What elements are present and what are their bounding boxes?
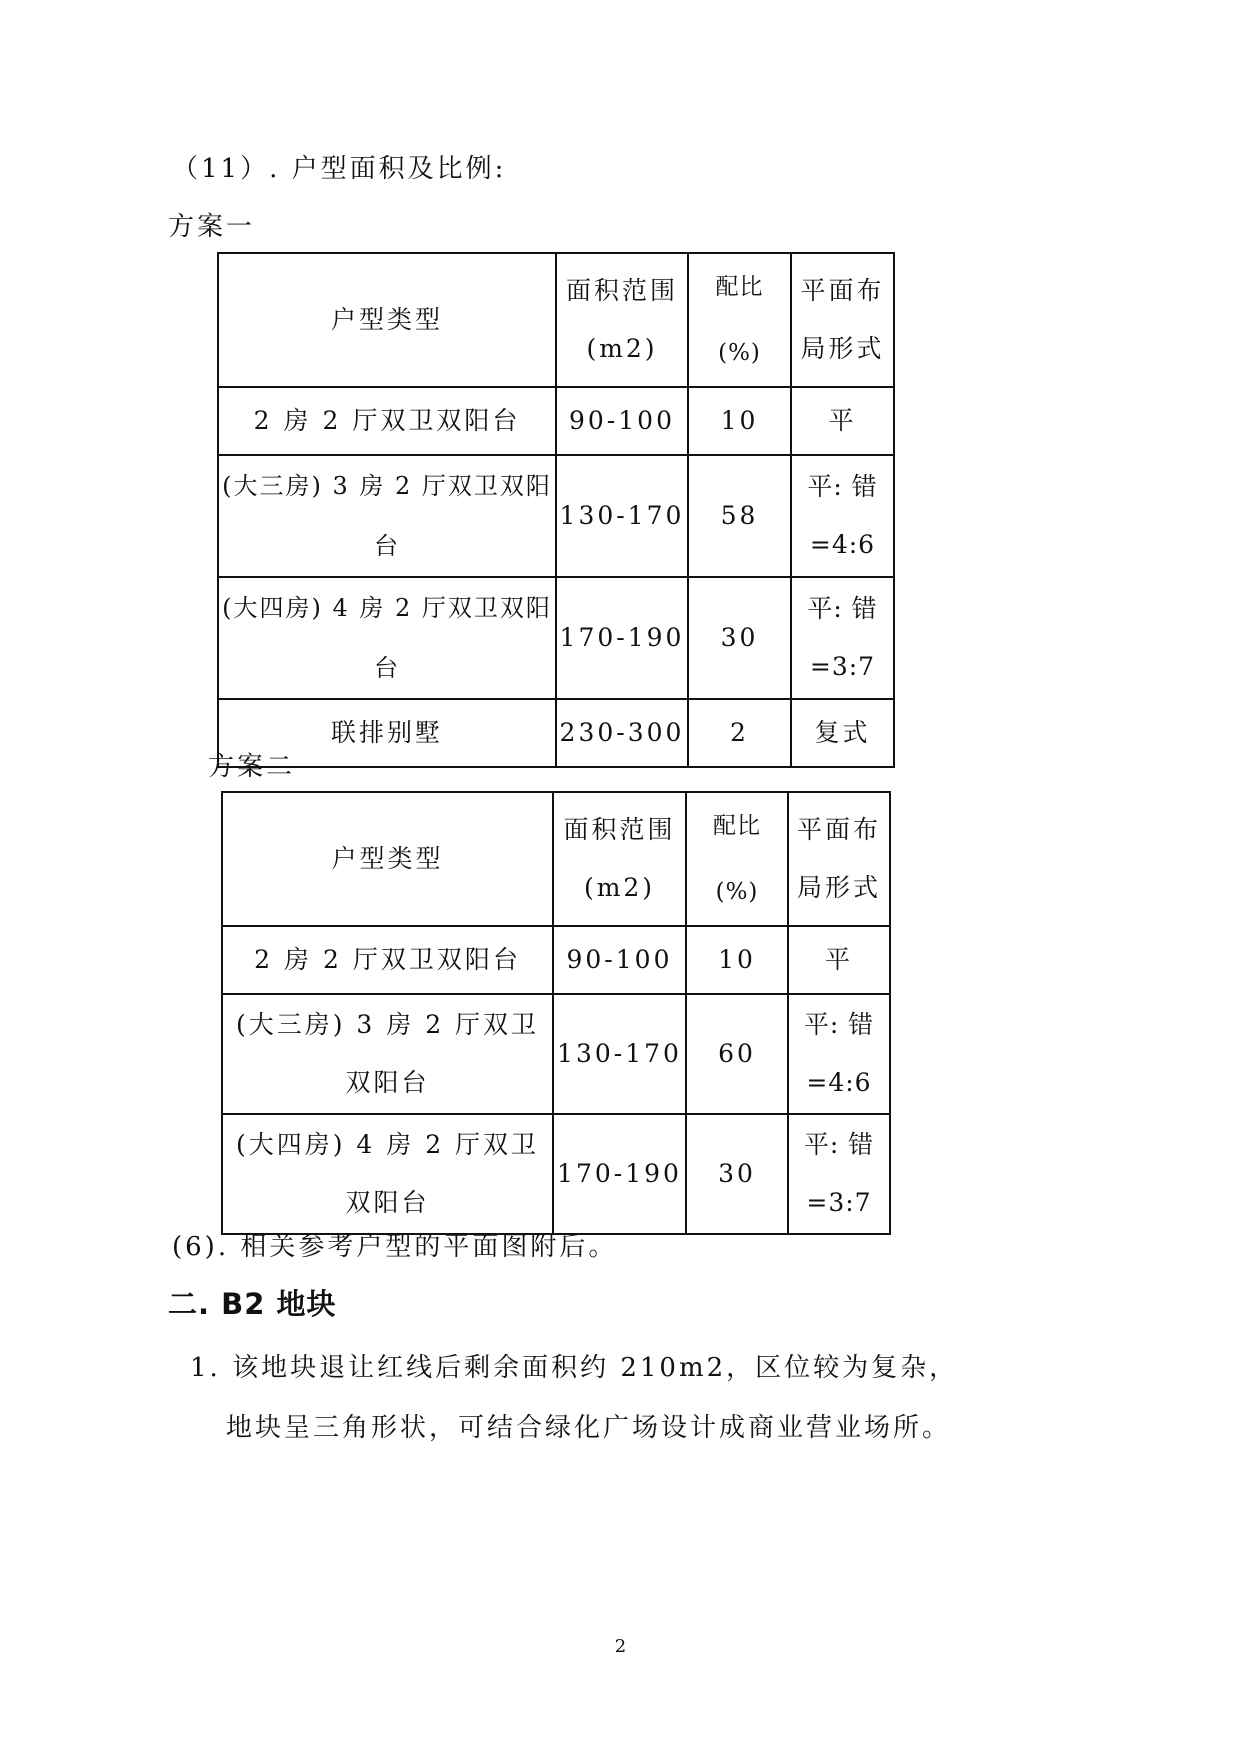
page-number: 2 (614, 1636, 627, 1657)
cell-layout: 平: 错=3:7 (791, 577, 894, 699)
plan2-table (221, 791, 891, 1235)
cell-type: (大三房) 3 房 2 厅双卫双阳台 (218, 455, 556, 577)
cell-area: 230-300 (556, 699, 688, 767)
cell-area: 170-190 (553, 1114, 686, 1234)
cell-type: 2 房 2 厅双卫双阳台 (222, 926, 553, 994)
table-row (222, 994, 890, 1114)
header-type: 户型类型 (218, 253, 556, 387)
table-header-row (218, 253, 894, 387)
plan1-table (217, 252, 895, 768)
table-row (218, 455, 894, 577)
table-row (218, 387, 894, 455)
table-row (218, 699, 894, 767)
header-layout: 平面布局形式 (791, 253, 894, 387)
section-heading: 二. B2 地块 (168, 1287, 337, 1321)
header-ratio: 配比 (%) (686, 792, 788, 926)
cell-type: 2 房 2 厅双卫双阳台 (218, 387, 556, 455)
cell-ratio: 30 (688, 577, 791, 699)
cell-area: 90-100 (556, 387, 688, 455)
plan2-title: 方案二 (208, 752, 296, 782)
cell-type: 联排别墅 (218, 699, 556, 767)
header-ratio: 配比 (%) (688, 253, 791, 387)
cell-ratio: 10 (688, 387, 791, 455)
header-type: 户型类型 (222, 792, 553, 926)
cell-type: (大四房) 4 房 2 厅双卫双阳台 (222, 1114, 553, 1234)
header-area: 面积范围 (m2) (556, 253, 688, 387)
cell-layout: 平 (788, 926, 890, 994)
cell-area: 130-170 (553, 994, 686, 1114)
cell-ratio: 2 (688, 699, 791, 767)
cell-area: 90-100 (553, 926, 686, 994)
body-paragraph: 1. 该地块退让红线后剩余面积约 210m2，区位较为复杂，地块呈三角形状，可结合绿化广场设计成商业营业场所。 (190, 1353, 959, 1443)
cell-layout: 平: 错=3:7 (788, 1114, 890, 1234)
cell-area: 130-170 (556, 455, 688, 577)
cell-layout: 复式 (791, 699, 894, 767)
note-text: (6). 相关参考户型的平面图附后。 (172, 1232, 618, 1262)
table-row (222, 926, 890, 994)
cell-layout: 平: 错=4:6 (788, 994, 890, 1114)
cell-ratio: 58 (688, 455, 791, 577)
cell-layout: 平: 错=4:6 (791, 455, 894, 577)
table-row (218, 577, 894, 699)
cell-layout: 平 (791, 387, 894, 455)
header-layout: 平面布局形式 (788, 792, 890, 926)
cell-ratio: 30 (686, 1114, 788, 1234)
plan1-title: 方案一 (168, 212, 256, 242)
cell-type: (大三房) 3 房 2 厅双卫双阳台 (222, 994, 553, 1114)
cell-ratio: 10 (686, 926, 788, 994)
section-title: （11）. 户型面积及比例: (172, 154, 507, 184)
header-area: 面积范围 (m2) (553, 792, 686, 926)
cell-type: (大四房) 4 房 2 厅双卫双阳台 (218, 577, 556, 699)
table-header-row (222, 792, 890, 926)
cell-area: 170-190 (556, 577, 688, 699)
cell-ratio: 60 (686, 994, 788, 1114)
table-row (222, 1114, 890, 1234)
